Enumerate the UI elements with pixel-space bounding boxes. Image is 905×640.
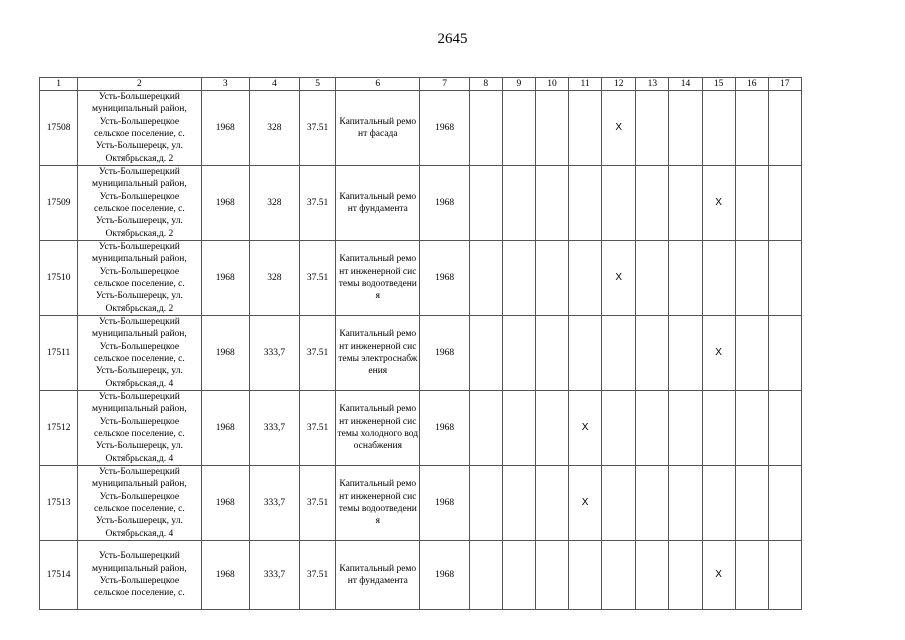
column-16-cell: [735, 391, 768, 466]
address-line: муниципальный район,: [92, 563, 187, 574]
column-header-6: 6: [336, 78, 420, 91]
address-cell: [78, 466, 201, 541]
column-12-cell: [602, 316, 636, 391]
column-17-cell: [768, 241, 801, 316]
year-built-cell: 1968: [201, 316, 249, 391]
column-12-cell: [602, 541, 636, 610]
column-16-cell: [735, 166, 768, 241]
column-17-cell: [768, 541, 801, 610]
column-16-cell: [735, 466, 768, 541]
column-15-cell: [702, 316, 735, 391]
repair-schedule-table: [39, 77, 802, 610]
area-cell: 328: [249, 166, 299, 241]
area-cell: 333,7: [249, 466, 299, 541]
column-9-cell: [502, 466, 535, 541]
column-header-17: 17: [768, 78, 801, 91]
work-type-cell: Капитальный ремонт инженерной системы водоотведения: [336, 241, 420, 316]
address-line: Усть-Большерецкий: [98, 467, 180, 478]
address-line: Усть-Большерецкий: [98, 392, 180, 403]
address-cell: [78, 166, 201, 241]
address-line: Усть-Большерецкий: [98, 317, 180, 328]
column-15-cell: [702, 241, 735, 316]
year-built-cell: 1968: [201, 391, 249, 466]
column-header-2: 2: [78, 78, 201, 91]
x-mark: X: [715, 346, 722, 358]
column-13-cell: [636, 316, 669, 391]
address-line: сельское поселение, с.: [94, 429, 185, 439]
row-id-cell: 17508: [40, 91, 78, 166]
column-header-1: 1: [40, 78, 78, 91]
address-line: сельское поселение, с.: [94, 354, 185, 364]
column-13-cell: [636, 391, 669, 466]
year-built-cell: 1968: [201, 166, 249, 241]
year-built-cell: 1968: [201, 466, 249, 541]
address-line: сельское поселение, с.: [94, 204, 185, 214]
column-9-cell: [502, 541, 535, 610]
column-16-cell: [735, 316, 768, 391]
address-line: Усть-Большерецк, ул.: [95, 441, 183, 452]
column-17-cell: [768, 391, 801, 466]
column-12-cell: [602, 466, 636, 541]
column-9-cell: [502, 91, 535, 166]
column-11-cell: [569, 241, 602, 316]
work-type-cell: Капитальный ремонт фундамента: [336, 166, 420, 241]
column-11-cell: [569, 466, 602, 541]
address-line: сельское поселение, с.: [94, 588, 185, 599]
year-built-cell: 1968: [201, 91, 249, 166]
address-line: Усть-Большерецкое: [99, 266, 180, 277]
x-mark: X: [615, 121, 623, 133]
column-header-11: 11: [569, 78, 602, 91]
address-line: Усть-Большерецкий: [98, 551, 180, 562]
column-17-cell: [768, 166, 801, 241]
x-mark: X: [715, 568, 722, 580]
address-cell: [78, 541, 201, 610]
column-14-cell: [669, 391, 702, 466]
column-header-4: 4: [249, 78, 299, 91]
address-line: Октябрьская,д. 4: [105, 453, 174, 464]
column-9-cell: [502, 391, 535, 466]
row-id-cell: 17511: [40, 316, 78, 391]
column-11-cell: [569, 391, 602, 466]
column-13-cell: [636, 541, 669, 610]
address-line: Октябрьская,д. 2: [105, 303, 174, 314]
column-8-cell: [469, 541, 502, 610]
address-line: Усть-Большерецкий: [98, 167, 180, 178]
column-10-cell: [535, 466, 568, 541]
column-8-cell: [469, 316, 502, 391]
row-id-cell: 17513: [40, 466, 78, 541]
column-8-cell: [469, 91, 502, 166]
column-12-cell: [602, 166, 636, 241]
work-type-cell: Капитальный ремонт инженерной системы холодного водоснабжения: [336, 391, 420, 466]
column-16-cell: [735, 541, 768, 610]
address-line: муниципальный район,: [92, 254, 187, 265]
address-line: муниципальный район,: [92, 479, 187, 490]
column-15-cell: [702, 166, 735, 241]
percent-cell: 37.51: [300, 466, 336, 541]
column-15-cell: [702, 541, 735, 610]
address-line: муниципальный район,: [92, 104, 187, 115]
table-row: [40, 316, 802, 391]
column-17-cell: [768, 466, 801, 541]
percent-cell: 37.51: [300, 241, 336, 316]
plan-year-cell: 1968: [420, 91, 469, 166]
address-line: муниципальный район,: [92, 179, 187, 190]
address-line: Усть-Большерецк, ул.: [95, 516, 183, 527]
address-line: Усть-Большерецкий: [98, 242, 180, 253]
column-13-cell: [636, 466, 669, 541]
column-header-16: 16: [735, 78, 768, 91]
row-id-cell: 17510: [40, 241, 78, 316]
column-11-cell: [569, 166, 602, 241]
table-row: [40, 541, 802, 610]
year-built-cell: 1968: [201, 541, 249, 610]
work-type-cell: Капитальный ремонт фасада: [336, 91, 420, 166]
column-12-cell: [602, 241, 636, 316]
row-id-cell: 17514: [40, 541, 78, 610]
column-13-cell: [636, 166, 669, 241]
address-line: муниципальный район,: [92, 404, 187, 415]
column-10-cell: [535, 391, 568, 466]
column-12-cell: [602, 391, 636, 466]
column-9-cell: [502, 241, 535, 316]
column-header-3: 3: [201, 78, 249, 91]
area-cell: 333,7: [249, 541, 299, 610]
column-14-cell: [669, 91, 702, 166]
address-cell: [78, 391, 201, 466]
column-header-10: 10: [535, 78, 568, 91]
address-line: сельское поселение, с.: [94, 504, 185, 514]
column-header-7: 7: [420, 78, 469, 91]
table-row: [40, 391, 802, 466]
column-10-cell: [535, 316, 568, 391]
address-line: Усть-Большерецкое: [99, 341, 180, 352]
column-9-cell: [502, 166, 535, 241]
address-line: Октябрьская,д. 2: [105, 228, 174, 239]
table-row: [40, 466, 802, 541]
address-line: Октябрьская,д. 2: [105, 153, 174, 164]
x-mark: X: [581, 496, 589, 508]
column-8-cell: [469, 241, 502, 316]
percent-cell: 37.51: [300, 316, 336, 391]
address-line: Октябрьская,д. 4: [105, 378, 174, 389]
column-header-12: 12: [602, 78, 636, 91]
address-line: Усть-Большерецк, ул.: [95, 216, 183, 227]
address-line: Октябрьская,д. 4: [105, 528, 174, 539]
column-10-cell: [535, 241, 568, 316]
column-16-cell: [735, 241, 768, 316]
x-mark: X: [715, 196, 722, 208]
column-header-9: 9: [502, 78, 535, 91]
column-14-cell: [669, 316, 702, 391]
column-16-cell: [735, 91, 768, 166]
table-body: [40, 91, 802, 610]
work-type-cell: Капитальный ремонт инженерной системы водоотведения: [336, 466, 420, 541]
address-line: сельское поселение, с.: [94, 279, 185, 289]
year-built-cell: 1968: [201, 241, 249, 316]
table-row: [40, 166, 802, 241]
address-line: Усть-Большерецкий: [98, 92, 180, 103]
column-header-14: 14: [669, 78, 702, 91]
x-mark: X: [615, 271, 623, 283]
column-17-cell: [768, 91, 801, 166]
column-header-15: 15: [702, 78, 735, 91]
column-header-13: 13: [636, 78, 669, 91]
column-11-cell: [569, 316, 602, 391]
address-line: муниципальный район,: [92, 329, 187, 340]
column-13-cell: [636, 241, 669, 316]
address-line: Усть-Большерецк, ул.: [95, 141, 183, 152]
address-cell: [78, 91, 201, 166]
column-17-cell: [768, 316, 801, 391]
work-type-cell: Капитальный ремонт инженерной системы электроснабжения: [336, 316, 420, 391]
address-line: Усть-Большерецк, ул.: [95, 366, 183, 377]
column-8-cell: [469, 466, 502, 541]
column-8-cell: [469, 391, 502, 466]
plan-year-cell: 1968: [420, 541, 469, 610]
percent-cell: 37.51: [300, 541, 336, 610]
address-line: Усть-Большерецкое: [99, 116, 180, 127]
column-12-cell: [602, 91, 636, 166]
address-line: Усть-Большерецкое: [99, 191, 180, 202]
area-cell: 328: [249, 91, 299, 166]
percent-cell: 37.51: [300, 166, 336, 241]
address-cell: [78, 241, 201, 316]
table-row: [40, 91, 802, 166]
column-10-cell: [535, 541, 568, 610]
column-11-cell: [569, 541, 602, 610]
column-9-cell: [502, 316, 535, 391]
column-header-8: 8: [469, 78, 502, 91]
address-line: сельское поселение, с.: [94, 129, 185, 139]
header-row: [40, 78, 802, 91]
plan-year-cell: 1968: [420, 241, 469, 316]
percent-cell: 37.51: [300, 391, 336, 466]
row-id-cell: 17512: [40, 391, 78, 466]
area-cell: 333,7: [249, 316, 299, 391]
column-15-cell: [702, 91, 735, 166]
column-15-cell: [702, 391, 735, 466]
column-10-cell: [535, 91, 568, 166]
column-14-cell: [669, 241, 702, 316]
area-cell: 328: [249, 241, 299, 316]
column-15-cell: [702, 466, 735, 541]
address-line: Усть-Большерецкое: [99, 416, 180, 427]
column-14-cell: [669, 541, 702, 610]
plan-year-cell: 1968: [420, 316, 469, 391]
plan-year-cell: 1968: [420, 391, 469, 466]
address-cell: [78, 316, 201, 391]
address-line: Усть-Большерецкое: [99, 576, 180, 586]
column-11-cell: [569, 91, 602, 166]
x-mark: X: [581, 421, 589, 433]
column-14-cell: [669, 166, 702, 241]
column-13-cell: [636, 91, 669, 166]
percent-cell: 37.51: [300, 91, 336, 166]
column-8-cell: [469, 166, 502, 241]
plan-year-cell: 1968: [420, 466, 469, 541]
column-10-cell: [535, 166, 568, 241]
area-cell: 333,7: [249, 391, 299, 466]
page-number: 2645: [437, 31, 468, 47]
row-id-cell: 17509: [40, 166, 78, 241]
plan-year-cell: 1968: [420, 166, 469, 241]
column-header-5: 5: [300, 78, 336, 91]
column-14-cell: [669, 466, 702, 541]
table-row: [40, 241, 802, 316]
address-line: Усть-Большерецкое: [99, 491, 180, 502]
address-line: Усть-Большерецк, ул.: [95, 291, 183, 302]
work-type-cell: Капитальный ремонт фундамента: [336, 541, 420, 610]
